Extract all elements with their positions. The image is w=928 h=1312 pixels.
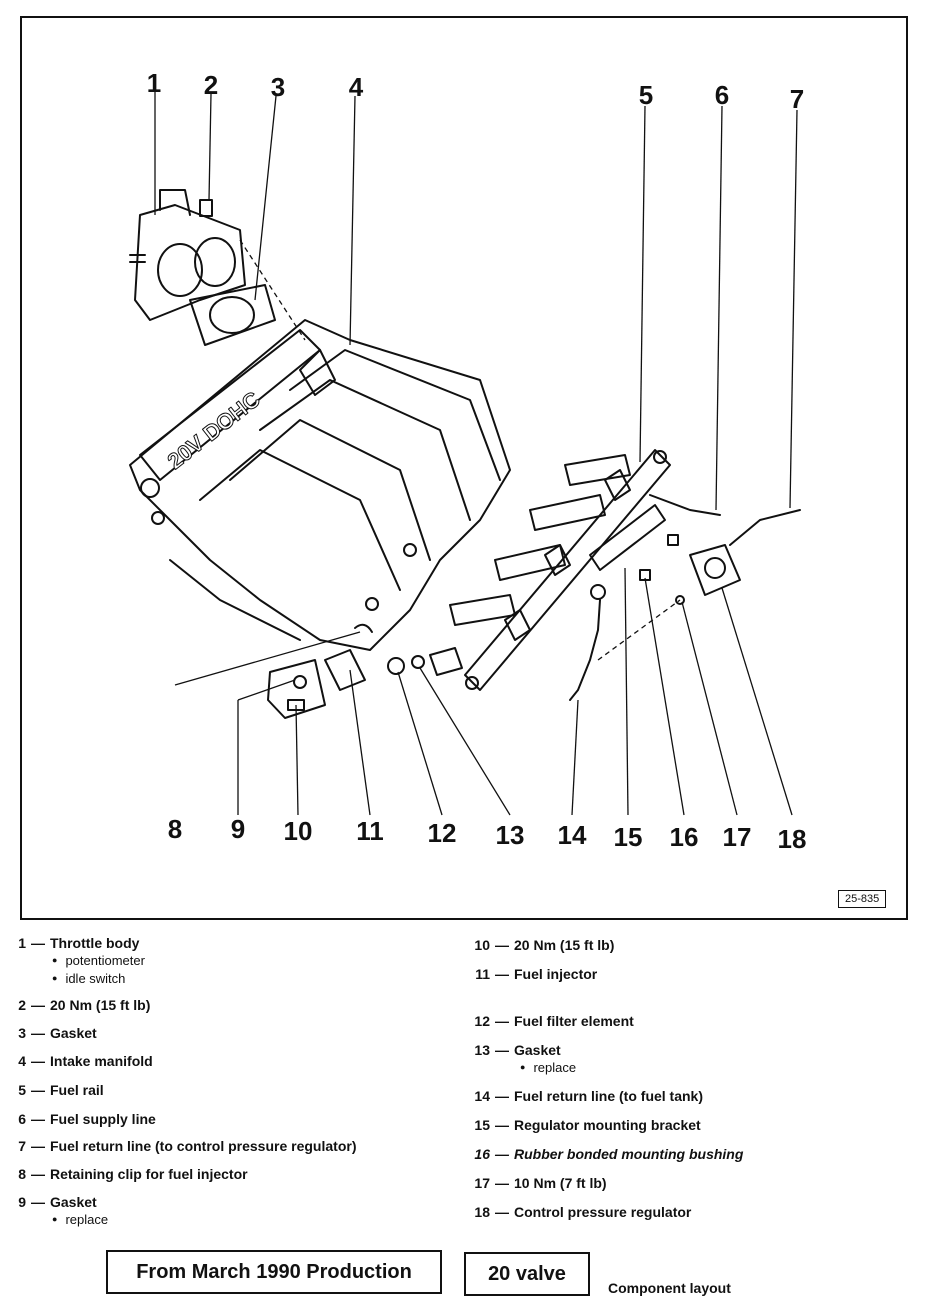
figure-caption: Component layout — [608, 1280, 731, 1296]
callout-7: 7 — [789, 84, 805, 114]
legend-item-9: 9 — Gasket — [18, 1194, 97, 1210]
callout-10: 10 — [283, 816, 313, 846]
legend-item-11: 11 — Fuel injector — [475, 966, 598, 982]
legend-text: Fuel return line (to fuel tank) — [514, 1088, 704, 1104]
legend-text: 10 Nm (7 ft lb) — [514, 1175, 607, 1191]
throttle-body-drawing — [130, 190, 245, 320]
fuel-return-line-drawing — [730, 510, 800, 545]
callout-14: 14 — [557, 820, 587, 850]
callout-13: 13 — [495, 820, 525, 850]
legend-item-1: 1 — Throttle body — [18, 935, 140, 951]
legend-text: Gasket — [50, 1194, 97, 1210]
legend-item-15: 15 — Regulator mounting bracket — [474, 1117, 701, 1133]
callout-9: 9 — [230, 814, 246, 844]
legend-item-12: 12 — Fuel filter element — [474, 1013, 634, 1029]
valve-box: 20 valve — [464, 1252, 590, 1296]
callout-2: 2 — [203, 70, 219, 100]
legend-item-17: 17 — 10 Nm (7 ft lb) — [474, 1175, 607, 1191]
manifold-emboss-text: 20V DOHC — [162, 386, 265, 474]
legend-item-8: 8 — Retaining clip for fuel injector — [18, 1166, 248, 1182]
injector-drawings — [325, 455, 630, 690]
legend-text: Fuel filter element — [514, 1013, 634, 1029]
retaining-clip-drawing — [355, 625, 372, 632]
legend-text: 20 Nm (15 ft lb) — [514, 937, 615, 953]
callout-3: 3 — [270, 72, 286, 102]
legend-sub-item: ● potentiometer — [52, 952, 145, 971]
seal-gasket-drawing — [412, 656, 424, 668]
legend-text: Throttle body — [50, 935, 140, 951]
legend-text: Control pressure regulator — [514, 1204, 692, 1220]
legend-text: Gasket — [50, 1025, 97, 1041]
legend-item-14: 14 — Fuel return line (to fuel tank) — [474, 1088, 704, 1104]
legend-text: Fuel rail — [50, 1082, 104, 1098]
intake-manifold-drawing — [130, 320, 510, 650]
legend-text: Fuel injector — [514, 966, 598, 982]
legend-item-16: 16 — Rubber bonded mounting bushing — [474, 1146, 744, 1162]
legend-text: Retaining clip for fuel injector — [50, 1166, 248, 1182]
figure-id-label: 25-835 — [838, 890, 886, 908]
legend-item-7: 7 — Fuel return line (to control pressure regulator) — [18, 1138, 357, 1154]
legend-text: Fuel supply line — [50, 1111, 156, 1127]
callout-6: 6 — [714, 80, 730, 110]
legend-text: Rubber bonded mounting bushing — [514, 1146, 744, 1162]
callout-18: 18 — [777, 824, 807, 854]
tank-return-line-drawing — [570, 600, 600, 700]
callout-4: 4 — [348, 72, 364, 102]
legend-item-5: 5 — Fuel rail — [18, 1082, 104, 1098]
legend-sub-item: ● idle switch — [52, 970, 125, 989]
legend-sub-item: ● replace — [52, 1211, 108, 1230]
legend-item-10: 10 — 20 Nm (15 ft lb) — [474, 937, 615, 953]
callout-5: 5 — [638, 80, 654, 110]
production-box: From March 1990 Production — [106, 1250, 442, 1294]
callout-12: 12 — [427, 818, 457, 848]
legend-text: Regulator mounting bracket — [514, 1117, 701, 1133]
legend-sub-item: ● replace — [520, 1059, 576, 1078]
legend-text: Intake manifold — [50, 1053, 153, 1069]
legend-text: Gasket — [514, 1042, 561, 1058]
filter-element-drawing — [388, 658, 404, 674]
callout-15: 15 — [613, 822, 643, 852]
legend-text: Fuel return line (to control pressure regulator) — [50, 1138, 357, 1154]
legend-item-2: 2 — 20 Nm (15 ft lb) — [18, 997, 151, 1013]
throttle-gasket-drawing — [190, 285, 275, 345]
legend-item-6: 6 — Fuel supply line — [18, 1111, 156, 1127]
callout-16: 16 — [669, 822, 699, 852]
callout-11: 11 — [356, 816, 384, 846]
legend-item-4: 4 — Intake manifold — [18, 1053, 153, 1069]
legend-item-13: 13 — Gasket — [474, 1042, 561, 1058]
legend-item-3: 3 — Gasket — [18, 1025, 97, 1041]
pressure-regulator-drawing — [690, 545, 740, 595]
callout-1: 1 — [146, 68, 162, 98]
callout-17: 17 — [722, 822, 752, 852]
callout-8: 8 — [167, 814, 183, 844]
legend-item-18: 18 — Control pressure regulator — [474, 1204, 692, 1220]
legend-text: 20 Nm (15 ft lb) — [50, 997, 151, 1013]
